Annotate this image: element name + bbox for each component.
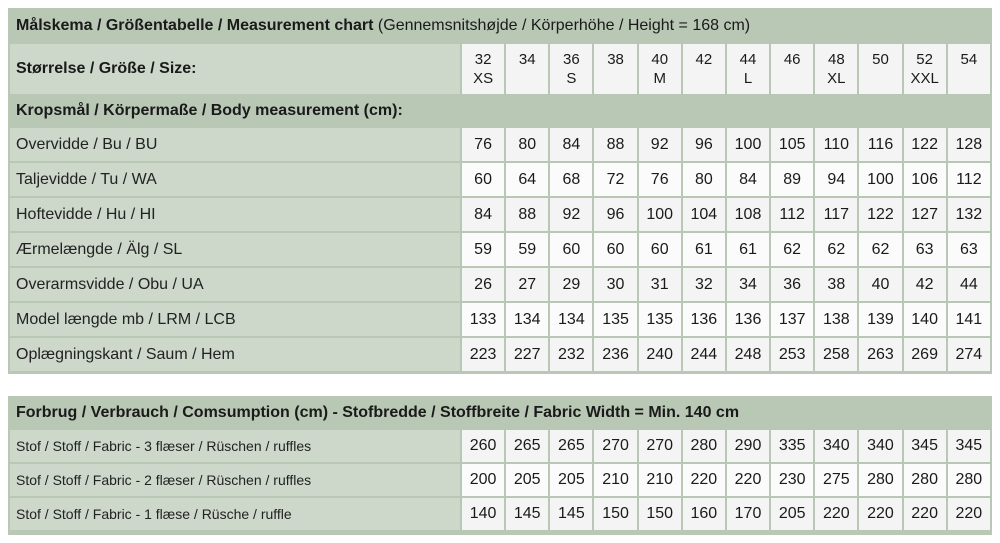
value-cell: 59 <box>462 233 504 266</box>
table-row <box>10 233 990 266</box>
value-cell: 135 <box>594 303 636 336</box>
size-number: 34 <box>518 51 536 68</box>
value-cell: 106 <box>904 163 946 196</box>
value-cell: 27 <box>506 268 548 301</box>
value-cell: 60 <box>462 163 504 196</box>
body-measurement-heading <box>10 96 990 126</box>
value-cell: 34 <box>727 268 769 301</box>
row-label: Stof / Stoff / Fabric - 2 flæser / Rüschen / ruffles <box>10 464 460 496</box>
value-cell: 89 <box>771 163 813 196</box>
value-cell: 141 <box>948 303 990 336</box>
size-code: L <box>743 70 753 87</box>
table-row <box>10 163 990 196</box>
value-cell: 88 <box>594 128 636 161</box>
value-cell: 200 <box>462 464 504 496</box>
value-cell: 150 <box>594 498 636 530</box>
value-cell: 210 <box>594 464 636 496</box>
value-cell: 122 <box>904 128 946 161</box>
size-header-cell <box>948 44 990 94</box>
value-cell: 274 <box>948 338 990 371</box>
value-cell: 128 <box>948 128 990 161</box>
size-code <box>771 69 813 88</box>
value-cell: 60 <box>639 233 681 266</box>
value-cell: 96 <box>594 198 636 231</box>
size-code <box>948 69 990 88</box>
consumption-heading <box>10 398 990 428</box>
value-cell: 96 <box>683 128 725 161</box>
value-cell: 127 <box>904 198 946 231</box>
value-cell: 258 <box>815 338 857 371</box>
row-label: Overarmsvidde / Obu / UA <box>10 268 460 301</box>
value-cell: 80 <box>506 128 548 161</box>
value-cell: 38 <box>815 268 857 301</box>
value-cell: 280 <box>948 464 990 496</box>
value-cell: 210 <box>639 464 681 496</box>
size-code: S <box>566 70 577 87</box>
value-cell: 136 <box>683 303 725 336</box>
value-cell: 253 <box>771 338 813 371</box>
consumption-table <box>8 396 992 532</box>
value-cell: 138 <box>815 303 857 336</box>
value-cell: 139 <box>859 303 901 336</box>
value-cell: 76 <box>462 128 504 161</box>
size-header-cell <box>727 44 769 94</box>
row-label: Ærmelængde / Älg / SL <box>10 233 460 266</box>
consumption-heading-text: Forbrug / Verbrauch / Comsumption (cm) - Stofbredde / Stoffbreite / Fabric Width = Min. 140 cm <box>16 404 740 421</box>
value-cell: 265 <box>506 430 548 462</box>
value-cell: 117 <box>815 198 857 231</box>
value-cell: 88 <box>506 198 548 231</box>
value-cell: 220 <box>727 464 769 496</box>
value-cell: 84 <box>727 163 769 196</box>
value-cell: 133 <box>462 303 504 336</box>
value-cell: 340 <box>859 430 901 462</box>
size-code <box>683 69 725 88</box>
value-cell: 80 <box>683 163 725 196</box>
value-cell: 145 <box>506 498 548 530</box>
value-cell: 223 <box>462 338 504 371</box>
value-cell: 112 <box>771 198 813 231</box>
value-cell: 220 <box>948 498 990 530</box>
value-cell: 140 <box>904 303 946 336</box>
value-cell: 59 <box>506 233 548 266</box>
value-cell: 335 <box>771 430 813 462</box>
value-cell: 270 <box>594 430 636 462</box>
value-cell: 26 <box>462 268 504 301</box>
size-header-cell <box>506 44 548 94</box>
size-code <box>859 69 901 88</box>
chart-title-note: (Gennemsnitshøjde / Körperhöhe / Height = 168 cm) <box>377 17 751 34</box>
size-code: XL <box>827 70 846 87</box>
value-cell: 116 <box>859 128 901 161</box>
size-header-cell <box>462 44 504 94</box>
value-cell: 244 <box>683 338 725 371</box>
size-header-cell <box>594 44 636 94</box>
value-cell: 62 <box>815 233 857 266</box>
size-row-label: Størrelse / Größe / Size: <box>10 44 460 94</box>
chart-title-main: Målskema / Größentabelle / Measurement chart <box>16 17 374 34</box>
value-cell: 205 <box>771 498 813 530</box>
row-label: Stof / Stoff / Fabric - 1 flæse / Rüsche / ruffle <box>10 498 460 530</box>
value-cell: 134 <box>550 303 592 336</box>
size-header-cell <box>815 44 857 94</box>
size-number: 40 <box>651 51 669 68</box>
value-cell: 76 <box>639 163 681 196</box>
value-cell: 340 <box>815 430 857 462</box>
value-cell: 236 <box>594 338 636 371</box>
value-cell: 62 <box>771 233 813 266</box>
size-number: 50 <box>872 51 889 68</box>
value-cell: 230 <box>771 464 813 496</box>
value-cell: 40 <box>859 268 901 301</box>
size-number: 32 <box>474 51 492 68</box>
value-cell: 72 <box>594 163 636 196</box>
value-cell: 275 <box>815 464 857 496</box>
value-cell: 122 <box>859 198 901 231</box>
value-cell: 105 <box>771 128 813 161</box>
value-cell: 104 <box>683 198 725 231</box>
value-cell: 132 <box>948 198 990 231</box>
row-label: Model længde mb / LRM / LCB <box>10 303 460 336</box>
value-cell: 44 <box>948 268 990 301</box>
value-cell: 270 <box>639 430 681 462</box>
value-cell: 92 <box>550 198 592 231</box>
size-number: 46 <box>783 51 801 68</box>
size-code <box>594 69 636 88</box>
value-cell: 29 <box>550 268 592 301</box>
table-row <box>10 430 990 462</box>
size-code: XS <box>473 70 494 87</box>
value-cell: 32 <box>683 268 725 301</box>
size-number: 36 <box>563 51 580 68</box>
table-row <box>10 464 990 496</box>
value-cell: 220 <box>859 498 901 530</box>
size-header-cell <box>683 44 725 94</box>
value-cell: 265 <box>550 430 592 462</box>
value-cell: 280 <box>859 464 901 496</box>
value-cell: 64 <box>506 163 548 196</box>
value-cell: 220 <box>904 498 946 530</box>
size-header-cell <box>859 44 901 94</box>
table-row <box>10 338 990 371</box>
value-cell: 290 <box>727 430 769 462</box>
body-measurement-panel <box>8 8 992 374</box>
value-cell: 345 <box>948 430 990 462</box>
size-number: 52 <box>916 51 933 68</box>
value-cell: 60 <box>550 233 592 266</box>
table-row <box>10 498 990 530</box>
size-number: 44 <box>739 51 757 68</box>
value-cell: 135 <box>639 303 681 336</box>
row-label: Taljevidde / Tu / WA <box>10 163 460 196</box>
value-cell: 94 <box>815 163 857 196</box>
size-code <box>506 69 548 88</box>
value-cell: 137 <box>771 303 813 336</box>
table-row <box>10 303 990 336</box>
value-cell: 150 <box>639 498 681 530</box>
size-header-cell <box>771 44 813 94</box>
table-row <box>10 128 990 161</box>
value-cell: 160 <box>683 498 725 530</box>
value-cell: 248 <box>727 338 769 371</box>
size-code: XXL <box>910 70 939 87</box>
value-cell: 63 <box>948 233 990 266</box>
value-cell: 345 <box>904 430 946 462</box>
size-header-cell <box>904 44 946 94</box>
value-cell: 108 <box>727 198 769 231</box>
value-cell: 220 <box>815 498 857 530</box>
value-cell: 92 <box>639 128 681 161</box>
value-cell: 232 <box>550 338 592 371</box>
value-cell: 280 <box>683 430 725 462</box>
value-cell: 61 <box>727 233 769 266</box>
value-cell: 100 <box>859 163 901 196</box>
value-cell: 42 <box>904 268 946 301</box>
value-cell: 220 <box>683 464 725 496</box>
value-cell: 280 <box>904 464 946 496</box>
value-cell: 263 <box>859 338 901 371</box>
size-number: 48 <box>827 51 845 68</box>
value-cell: 100 <box>639 198 681 231</box>
size-number: 38 <box>607 51 624 68</box>
value-cell: 84 <box>462 198 504 231</box>
value-cell: 62 <box>859 233 901 266</box>
size-header-cell <box>550 44 592 94</box>
value-cell: 110 <box>815 128 857 161</box>
measurement-table <box>8 8 992 373</box>
row-label: Overvidde / Bu / BU <box>10 128 460 161</box>
size-number: 54 <box>960 51 978 68</box>
value-cell: 227 <box>506 338 548 371</box>
body-measurement-heading-text: Kropsmål / Körpermaße / Body measurement (cm): <box>16 102 403 119</box>
value-cell: 100 <box>727 128 769 161</box>
value-cell: 145 <box>550 498 592 530</box>
value-cell: 205 <box>506 464 548 496</box>
value-cell: 205 <box>550 464 592 496</box>
value-cell: 136 <box>727 303 769 336</box>
size-header-cell <box>639 44 681 94</box>
consumption-rows <box>10 430 990 530</box>
value-cell: 60 <box>594 233 636 266</box>
size-code: M <box>653 70 666 87</box>
value-cell: 84 <box>550 128 592 161</box>
value-cell: 240 <box>639 338 681 371</box>
table-row <box>10 198 990 231</box>
value-cell: 269 <box>904 338 946 371</box>
value-cell: 170 <box>727 498 769 530</box>
value-cell: 68 <box>550 163 592 196</box>
size-number: 42 <box>695 51 713 68</box>
row-label: Hoftevidde / Hu / HI <box>10 198 460 231</box>
chart-title <box>10 10 990 42</box>
value-cell: 112 <box>948 163 990 196</box>
value-cell: 61 <box>683 233 725 266</box>
value-cell: 30 <box>594 268 636 301</box>
row-label: Oplægningskant / Saum / Hem <box>10 338 460 371</box>
value-cell: 140 <box>462 498 504 530</box>
value-cell: 134 <box>506 303 548 336</box>
fabric-consumption-panel <box>8 396 992 535</box>
value-cell: 36 <box>771 268 813 301</box>
table-row <box>10 268 990 301</box>
body-measurement-rows <box>10 128 990 371</box>
value-cell: 31 <box>639 268 681 301</box>
row-label: Stof / Stoff / Fabric - 3 flæser / Rüschen / ruffles <box>10 430 460 462</box>
value-cell: 63 <box>904 233 946 266</box>
value-cell: 260 <box>462 430 504 462</box>
